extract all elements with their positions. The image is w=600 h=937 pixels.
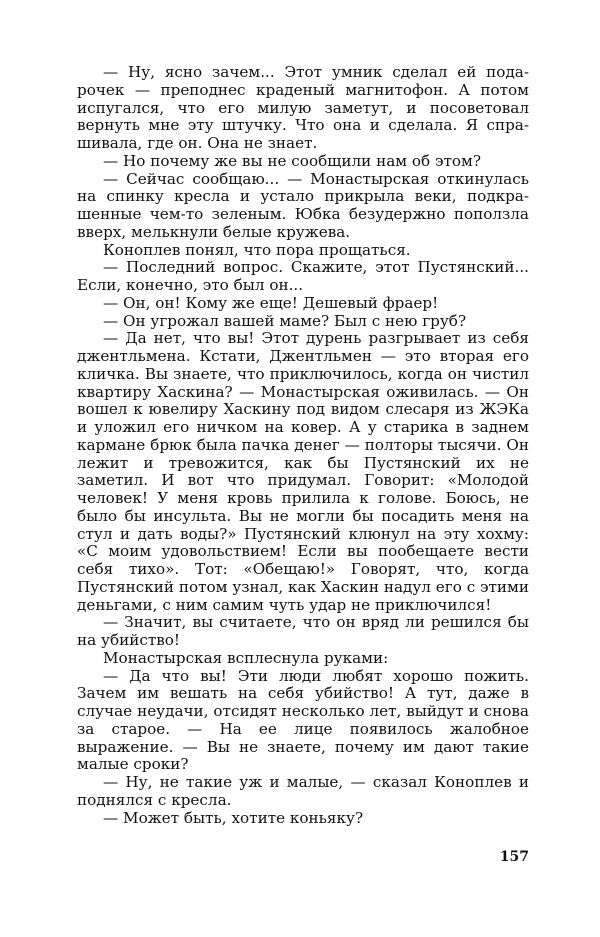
paragraph-3: — Сейчас сообщаю... — Монастырская откинулась на спинку кресла и устало прикрыла веки, подкрашенные чем-то зеленым. Юбка безудержно поползла вверх, мелькнули белые кружева.	[77, 169, 529, 241]
paragraph-4: Коноплев понял, что пора прощаться.	[103, 240, 411, 259]
paragraph-8: — Да нет, что вы! Этот дурень разгрывает из себя джентльмена. Кстати, Джентльмен — это вторая его кличка. Вы знаете, что приключилось, когда он чистил квартиру Хаскина? — Монастырская оживилась. — Он вошел к ювелиру Хаскину под видом слесаря из ЖЭКа и уложил его ничком на ковер. А у старика в заднем кармане брюк была пачка денег — полторы тысячи. Он лежит и тревожится, как бы Пустянский их не заметил. И вот что придумал. Говорит: «Молодой человек! У меня кровь прилила к голове. Боюсь, не было бы инсульта. Вы не могли бы посадить меня на стул и дать воды?» Пустянский клюнул на эту хохму: «С моим удовольствием! Если вы пообещаете вести себя тихо». Тот: «Обещаю!» Говорят, что, когда Пустянский потом узнал, как Хаскин надул его с этими деньгами, с ним самим чуть удар не приключился!	[77, 329, 529, 614]
paragraph-9: — Значит, вы считаете, что он вряд ли решился бы на убийство!	[77, 613, 529, 649]
paragraph-5: — Последний вопрос. Скажите, этот Пустянский... Если, конечно, это был он...	[77, 258, 529, 294]
paragraph-7: — Он угрожал вашей маме? Был с нею груб?	[103, 311, 467, 330]
paragraph-6: — Он, он! Кому же еще! Дешевый фраер!	[103, 293, 439, 312]
page-number: 157	[499, 849, 529, 865]
page-body-text	[77, 64, 529, 827]
paragraph-11: — Да что вы! Эти люди любят хорошо пожить. Зачем им вешать на себя убийство! А тут, даже в случае неудачи, отсидят несколько лет, выйдут и снова за старое. — На ее лице появилось жалобное выражение. — Вы не знаете, почему им дают такие малые сроки?	[77, 666, 529, 774]
paragraph-12: — Ну, не такие уж и малые, — сказал Коноплев и поднялся с кресла.	[77, 773, 529, 809]
paragraph-10: Монастырская всплеснула руками:	[103, 648, 389, 667]
paragraph-2: — Но почему же вы не сообщили нам об этом?	[103, 151, 482, 170]
paragraph-13: — Может быть, хотите коньяку?	[103, 808, 364, 827]
book-page	[77, 64, 529, 924]
paragraph-1: — Ну, ясно зачем... Этот умник сделал ей подарочек — преподнес краденый магнитофон. А потом испугался, что его милую заметут, и посоветовал вернуть мне эту штучку. Что она и сделала. Я спрашивала, где он. Она не знает.	[77, 63, 529, 152]
